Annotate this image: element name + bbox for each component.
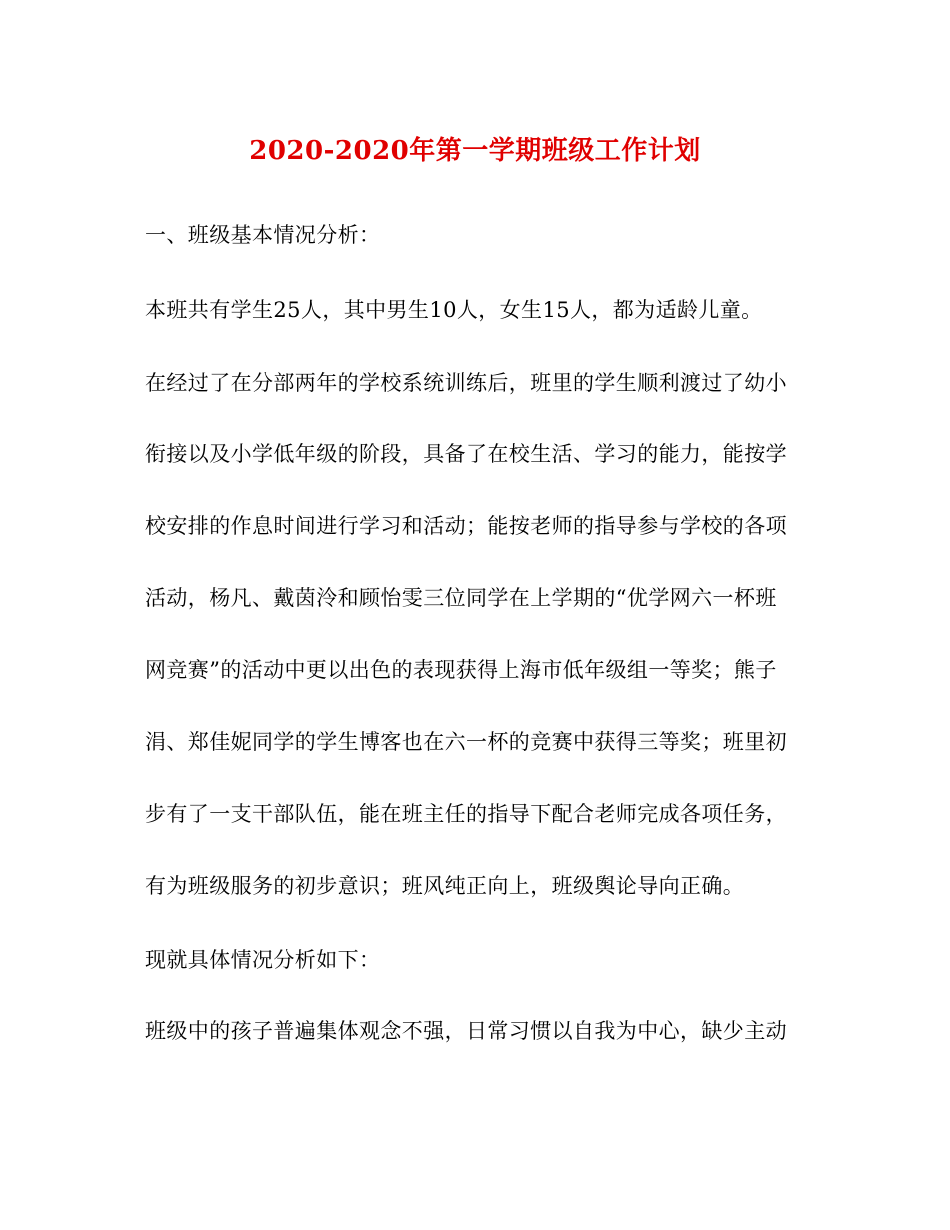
paragraph-line: 有为班级服务的初步意识；班风纯正向上，班级舆论导向正确。: [145, 874, 745, 898]
paragraph-line: 校安排的作息时间进行学习和活动；能按老师的指导参与学校的各项: [145, 514, 787, 538]
paragraph-line: 衔接以及小学低年级的阶段，具备了在校生活、学习的能力，能按学: [145, 442, 787, 466]
paragraph-line: 网竞赛”的活动中更以出色的表现获得上海市低年级组一等奖；熊子: [145, 658, 777, 682]
paragraph-line: 在经过了在分部两年的学校系统训练后，班里的学生顺利渡过了幼小: [145, 371, 787, 395]
paragraph-line: 活动，杨凡、戴茵泠和顾怡雯三位同学在上学期的“优学网六一杯班: [145, 586, 777, 610]
paragraph-line: 班级中的孩子普遍集体观念不强，日常习惯以自我为中心，缺少主动: [145, 1019, 787, 1043]
paragraph-line: 本班共有学生25人，其中男生10人，女生15人，都为适龄儿童。: [145, 298, 763, 322]
document-title: 2020-2020年第一学期班级工作计划: [249, 136, 701, 166]
section-heading: 一、班级基本情况分析：: [145, 223, 381, 247]
paragraph-line: 现就具体情况分析如下：: [145, 948, 381, 972]
paragraph-line: 涓、郑佳妮同学的学生博客也在六一杯的竞赛中获得三等奖；班里初: [145, 730, 787, 754]
paragraph-line: 步有了一支干部队伍，能在班主任的指导下配合老师完成各项任务，: [145, 802, 787, 826]
